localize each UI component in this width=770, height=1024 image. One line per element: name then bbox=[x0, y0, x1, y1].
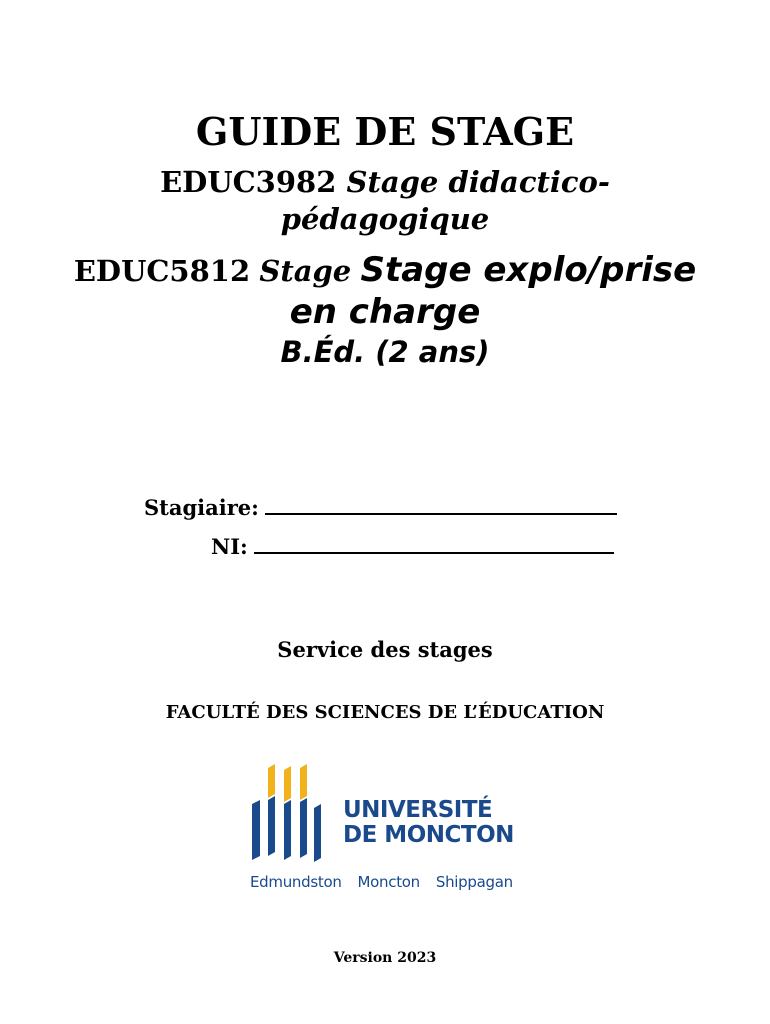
ni-blank-line[interactable] bbox=[254, 532, 614, 554]
university-logo-mark-icon bbox=[246, 764, 326, 864]
course2-code: EDUC5812 bbox=[73, 254, 251, 288]
document-title: GUIDE DE STAGE bbox=[195, 109, 575, 154]
course2-name-sans: Stage explo/prise bbox=[360, 250, 697, 290]
stagiaire-label: Stagiaire: bbox=[144, 495, 259, 520]
course2-name-part2: en charge bbox=[289, 292, 481, 332]
version-label: Version 2023 bbox=[333, 950, 437, 966]
service-name: Service des stages bbox=[277, 637, 493, 662]
faculty-name: FACULTÉ DES SCIENCES DE L’ÉDUCATION bbox=[165, 702, 605, 723]
program-name: B.Éd. (2 ans) bbox=[280, 335, 490, 369]
ni-label: NI: bbox=[211, 534, 248, 559]
course1-name-part2: pédagogique bbox=[280, 202, 490, 236]
course2-line bbox=[0, 248, 770, 293]
campus-shippagan: Shippagan bbox=[435, 873, 513, 891]
logo-name-line2: DE MONCTON bbox=[343, 822, 514, 848]
stagiaire-blank-line[interactable] bbox=[265, 493, 617, 515]
campus-moncton: Moncton bbox=[357, 873, 420, 891]
course1-name-part1: Stage didactico- bbox=[346, 165, 610, 199]
logo-name-line1: UNIVERSITÉ bbox=[343, 797, 493, 823]
course1-line bbox=[0, 163, 770, 201]
logo-campuses bbox=[250, 872, 529, 892]
course1-code: EDUC3982 bbox=[160, 165, 337, 199]
ni-field[interactable] bbox=[211, 532, 614, 561]
stagiaire-field[interactable] bbox=[144, 493, 617, 522]
course2-name-serif: Stage bbox=[259, 254, 352, 288]
university-logo bbox=[246, 764, 536, 899]
campus-edmundston: Edmundston bbox=[250, 873, 342, 891]
